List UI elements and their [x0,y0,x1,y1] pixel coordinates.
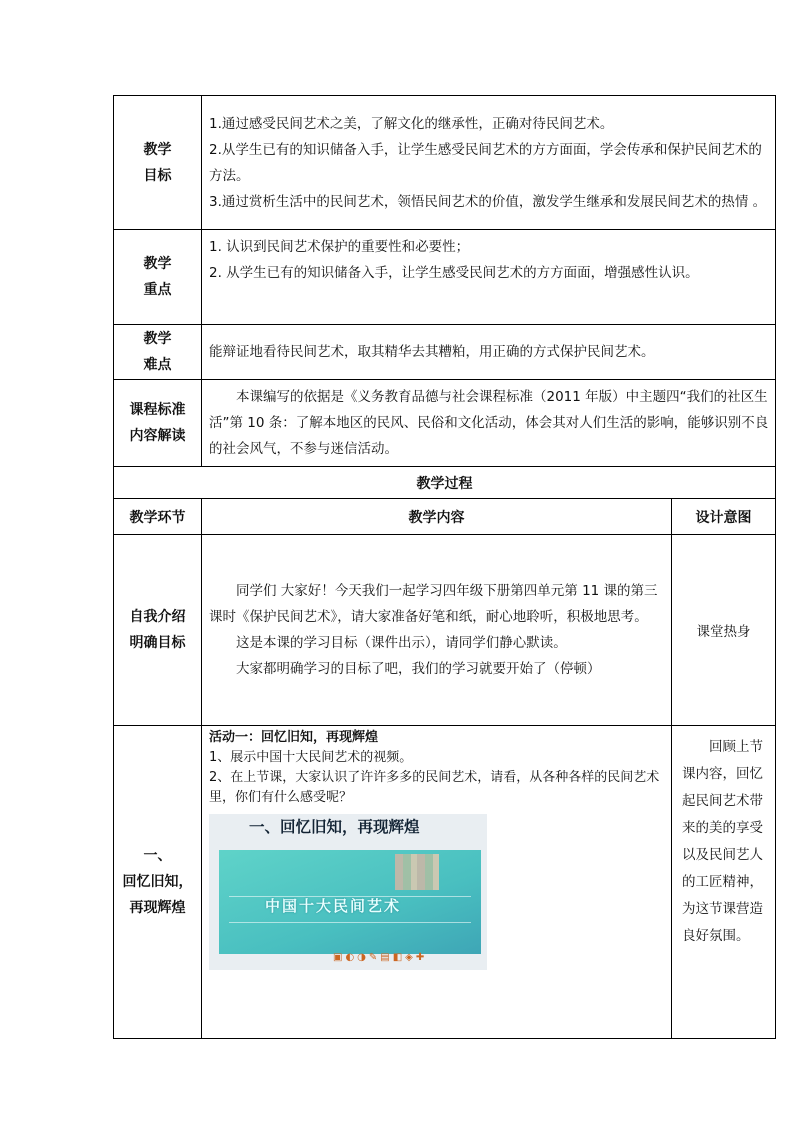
intro-label [114,535,202,726]
intro-paragraph-2: 这是本课的学习目标（课件出示），请同学们静心默读。 [236,635,567,651]
intro-design: 课堂热身 [672,535,776,726]
standard-content [202,380,776,467]
difficulties-text: 能辩证地看待民间艺术，取其精华去其糟粕，用正确的方式保护民间艺术。 [209,344,655,360]
key-points-label [114,230,202,325]
slide-caption: 中国十大民间艺术 [265,897,402,915]
difficulties-label [114,325,202,380]
slide-mosaic-thumbnail [395,854,439,890]
objective-item-3: 3.通过赏析生活中的民间艺术，领悟民间艺术的价值，激发学生继承和发展民间艺术的热情 。 [209,193,767,210]
section1-label-line1: 一、 [143,848,172,864]
section1-label-line3: 再现辉煌 [129,900,186,916]
standard-label [114,380,202,467]
objectives-label-line2: 目标 [143,167,172,184]
standard-text: 本课编写的依据是《义务教育品德与社会课程标准（2011 年版）中主题四“我们的社区生活”第 10 条：了解本地区的民风、民俗和文化活动，体会其对人们生活的影响，能够识别不良的社会风气，不参与迷信活动。 [209,389,769,457]
activity-step-1: 1、展示中国十大民间艺术的视频。 [209,750,413,765]
activity-title: 活动一：回忆旧知，再现辉煌 [209,730,379,745]
col-header-design: 设计意图 [672,499,776,535]
difficulties-label-line2: 难点 [143,357,172,373]
intro-paragraph-1: 同学们 大家好！今天我们一起学习四年级下册第四单元第 11 课的第三课时《保护民间艺术》，请大家准备好笔和纸，耐心地聆听，积极地思考。 [209,583,658,625]
key-points-label-line2: 重点 [143,282,172,298]
slide-taskbar-icons: ▣◐◑✎▤◧◈✚ [333,952,428,963]
intro-label-line1: 自我介绍 [129,609,186,625]
key-point-item-1: 1. 认识到民间艺术保护的重要性和必要性； [209,239,470,255]
slide-title: 一、回忆旧知，再现辉煌 [249,818,420,836]
key-points-row [114,230,776,325]
objectives-label-line1: 教学 [143,141,172,158]
slide-video-frame [219,850,481,954]
section1-label [114,726,202,1039]
col-header-stage: 教学环节 [114,499,202,535]
process-header-row [114,499,776,535]
key-points-content [202,230,776,325]
objectives-content [202,96,776,230]
section1-content [202,726,672,1039]
objective-item-2: 2.从学生已有的知识储备入手，让学生感受民间艺术的方方面面，学会传承和保护民间艺术的方法。 [209,141,762,184]
intro-row [114,535,776,726]
difficulties-row [114,325,776,380]
courseware-slide-image [209,814,487,970]
lesson-plan-table [113,95,776,1039]
difficulties-content [202,325,776,380]
intro-label-line2: 明确目标 [129,635,186,651]
objectives-label [114,96,202,230]
key-point-item-2: 2. 从学生已有的知识储备入手，让学生感受民间艺术的方方面面，增强感性认识。 [209,265,699,281]
section1-label-line2: 回忆旧知， [122,874,193,890]
col-header-content: 教学内容 [202,499,672,535]
objectives-row [114,96,776,230]
section1-design [672,726,776,1039]
standard-row [114,380,776,467]
key-points-label-line1: 教学 [143,256,172,272]
activity-step-2: 2、在上节课，大家认识了许许多多的民间艺术，请看，从各种各样的民间艺术里，你们有什么感受呢？ [209,770,660,805]
intro-paragraph-3: 大家都明确学习的目标了吧，我们的学习就要开始了（停顿） [236,661,601,677]
section1-design-text: 回顾上节课内容，回忆起民间艺术带来的美的享受以及民间艺人的工匠精神，为这节课营造良好氛围。 [682,739,763,944]
section1-row [114,726,776,1039]
standard-label-line1: 课程标准 [129,402,186,418]
difficulties-label-line1: 教学 [143,331,172,347]
process-title: 教学过程 [114,467,776,499]
objective-item-1: 1.通过感受民间艺术之美，了解文化的继承性，正确对待民间艺术。 [209,115,614,132]
process-title-row [114,467,776,499]
intro-content [202,535,672,726]
slide-divider-bottom [229,922,471,923]
standard-label-line2: 内容解读 [129,428,186,444]
